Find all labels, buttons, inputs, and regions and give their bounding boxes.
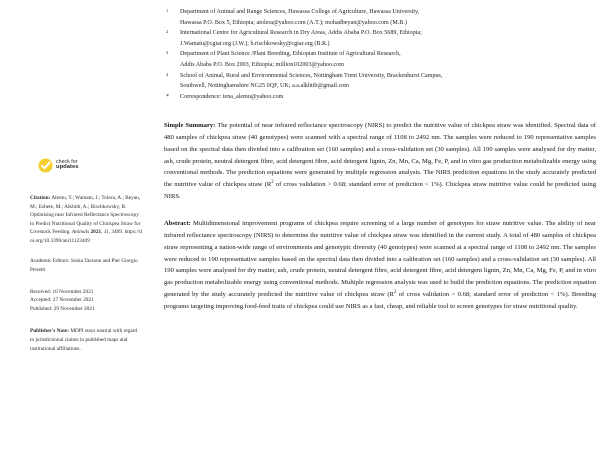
publishers-note-label: Publisher's Note: <box>30 328 69 335</box>
citation-article-number: 3409. <box>110 229 124 236</box>
crossmark-badge-group[interactable] <box>38 158 79 173</box>
publishers-note-block <box>30 327 142 353</box>
affiliation-line: Southwell, Nottinghamshire NG25 0QF, UK; a.a.alkhtib@gmail.com <box>180 83 349 90</box>
crossmark-line1: check for <box>56 158 78 165</box>
check-circle-icon <box>38 158 53 173</box>
crossmark-line2: updates <box>56 164 79 171</box>
citation-label: Citation: <box>30 195 51 201</box>
correspondence-marker: * <box>166 94 169 101</box>
affiliation-item <box>164 28 598 49</box>
academic-editors-names: Sonia Tassone and Pier Giorgio Peiretti <box>30 258 138 274</box>
main-column <box>150 0 600 450</box>
citation-journal: Animals <box>70 229 90 236</box>
simple-summary-paragraph <box>164 120 598 202</box>
sidebar <box>0 0 150 450</box>
abstract-label: Abstract: <box>164 220 191 228</box>
publishers-note-text: MDPI stays neutral with regard to jurisdictional claims in published maps and institutional affiliations. <box>30 328 138 352</box>
affiliation-item <box>164 7 598 28</box>
simple-summary-label: Simple Summary: <box>164 122 216 130</box>
academic-editors-label: Academic Editors: <box>30 258 70 265</box>
date-accepted: Accepted: 27 November 2021 <box>30 297 94 304</box>
abstract-superscript: 2 <box>393 289 397 295</box>
affiliation-item <box>164 71 598 92</box>
abstract-paragraph <box>164 218 598 312</box>
simple-summary-superscript: 2 <box>271 179 274 185</box>
citation-doi-prefix: https://doi.org/10.3390/ <box>30 229 142 244</box>
affiliations-list <box>164 7 598 102</box>
citation-block <box>30 194 142 245</box>
crossmark-label <box>56 160 79 171</box>
simple-summary-body: The potential of near infrared reflectance spectroscopy (NIRS) to predict the nutritive value of chickpea straw was identified. Spectral data of 480 samples of chickpea straw (40 genotypes) were scanned with a spectral range of 1108 to 2492 nm. The samples were reduced to 190 representative samples based on the spectral data then divided into a calibration set (160 samples) and a cross-validation set (30 samples). All 190 samples were analysed for dry matter, ash, crude protein, neutral detergent fibre, acid detergent fibre, acid detergent lignin, Zn, Mn, Ca, Mg, Fe, P, and in vitro gas production metabolizable energy using conventional methods. The prediction equations were generated by multiple regression analysis. The NIRS prediction equations in the study accurately predicted the nutritive value of chickpea straw (R <box>164 122 597 189</box>
affiliation-marker: 1 <box>166 8 169 13</box>
affiliation-line: Department of Plant Science /Plant Breeding, Ethiopian Institute of Agricultural Research, <box>180 51 401 58</box>
citation-year: 2021 <box>89 229 102 236</box>
correspondence-line: Correspondence: tena_alemu@yahoo.com <box>180 93 284 100</box>
academic-editors-block <box>30 257 142 274</box>
citation-authors: Alemu, T.; Wamatu, J.; Tolera, A.; Beyan, M.; Eshete, M.; Alkhtib, A.; Rischkowsky, B. <box>30 195 141 210</box>
affiliation-line: International Centre for Agricultural Research in Dry Areas, Addis Ababa P.O. Box 5689, Ethiopia; <box>180 30 422 37</box>
abstract-body: Multidimensional improvement programs of chickpea require screening of a large number of genotypes for straw nutritive value. The ability of near infrared reflectance spectroscopy (NIRS) to determine the nutritive value of chickpea straw was identified in the current study. A total of 480 samples of chickpea straw representing a nation-wide range of environments and genotypic diversity (40 genotypes) were scanned at a spectral range of 1108 to 2492 nm. The samples were reduced to 190 representative samples based on the spectral data then divided into a calibration set (160 samples) and a cross-validation set (30 samples). All 190 samples were analysed for dry matter, ash, crude protein, neutral detergent fibre, acid detergent fibre, acid detergent lignin, Zn, Mn, Ca, Mg, Fe, P, and in vitro gas production metabolizable energy using conventional methods. Multiple regression analysis was used to build the prediction equations. The prediction equation generated by the study accurately predicted the nutritive value of chickpea straw (R <box>164 220 596 298</box>
affiliation-item <box>164 49 598 70</box>
citation-volume: , 11, <box>101 229 111 236</box>
affiliation-marker: 4 <box>166 71 169 77</box>
affiliation-line: Addis Ababa P.O. Box 2003, Ethiopia; million102003@yahoo.com <box>180 61 345 68</box>
affiliation-line: School of Animal, Rural and Environmental Sciences, Nottingham Trent University, Brackenhurst Campus, <box>180 72 443 79</box>
correspondence-item <box>164 92 598 103</box>
abstract-body-tail: of cross validation > 0.68; standard error of prediction < 1%). Breeding programs targeting improving food-feed traits of chickpea could use NIRS as a fast, cheap, and reliable tool to screen genotypes for straw nutritional quality. <box>164 290 596 310</box>
date-received: Received: 10 November 2021 <box>30 288 94 295</box>
affiliation-marker: 3 <box>166 50 169 56</box>
affiliation-line: Hawassa P.O. Box 5, Ethiopia; atolera@yahoo.com (A.T.); mohadbeyan@yahoo.com (M.B.) <box>180 19 407 26</box>
publication-dates-block <box>30 288 142 314</box>
citation-title: Optimising near Infrared Reflectance Spectroscopy to Predict Nutritional Quality of Chickpea Straw for Livestock Feeding. <box>30 212 141 236</box>
affiliation-marker: 2 <box>166 29 169 35</box>
simple-summary-body-tail: of cross validation > 0.68; standard error of prediction < 1%). Chickpea straw nutritive value could be predicted using NIRS. <box>164 181 596 200</box>
date-published: Published: 29 November 2021 <box>30 305 95 312</box>
affiliation-line: Department of Animal and Range Sciences, Hawassa College of Agriculture, Hawassa University, <box>180 9 420 15</box>
citation-doi-suffix: ani11123409 <box>62 237 90 244</box>
affiliation-line: J.Wamatu@cgiar.org (J.W.); b.rischkowsky@cgiar.org (B.R.) <box>180 40 330 47</box>
